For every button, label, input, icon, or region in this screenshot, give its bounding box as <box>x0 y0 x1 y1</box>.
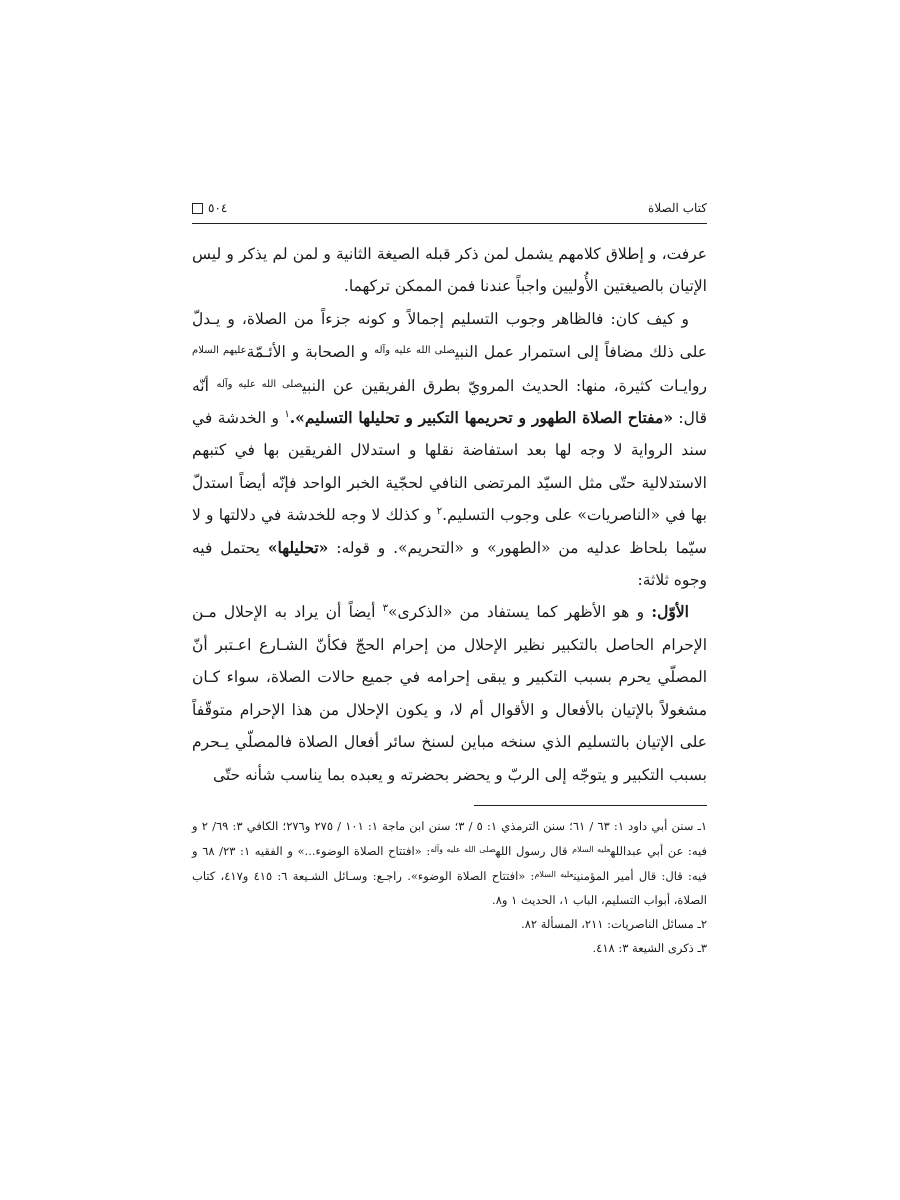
paragraph-3 <box>192 596 707 790</box>
text-run: : «افتتاح الصلاة الوضوء». راجـع: وسـائل الشـيعة ٦: ٤١٥ و٤١٧، كتاب الصلاة، أبواب التسليم، الباب ١، الحديث ١ و٨. <box>192 868 707 907</box>
footnote-1 <box>192 814 707 912</box>
text-run: : «افتتاح الصلاة الوضوء...» و الفقيه ١: ٢٣/ ٦٨ و فيه: قال: قال أمير المؤمنين <box>192 843 707 883</box>
footnote-ref: ٣ <box>382 603 389 615</box>
book-page <box>192 193 707 960</box>
text-run: أنّه قال: <box>192 376 708 428</box>
main-text <box>192 238 707 791</box>
text-run: و كذلك لا وجه للخدشة في دلالتها و لا سيّما بلحاظ عدليه من «الطهور» و «التحريم». و قوله: <box>192 506 708 557</box>
text-run: روايـات كثيرة، منها: الحديث المرويّ بطرق الفريقين عن النبي <box>302 376 707 395</box>
page-number-text: ٥٠٤ <box>208 201 228 215</box>
bold-term: «تحليلها» <box>267 537 329 557</box>
paragraph-2 <box>192 303 707 597</box>
section-label: الأوّل: <box>651 602 689 622</box>
footnote-3: ٣ـ ذكرى الشيعة ٣: ٤١٨. <box>592 940 707 955</box>
paragraph-1: عرفت، و إطلاق كلامهم يشمل لمن ذكر قبله الصيغة الثانية و لمن لم يذكر و ليس الإتيان بالصيغتين الأُوليين واجباً عندنا فمن الممكن تركهما. <box>192 245 707 296</box>
text-run: و الخدشة في سند الرواية لا وجه لها بعد استفاضة نقلها و استدلال الفريقين بها في كتبهم الاستدلالية حتّى مثل السيّد المرتضى النافي لحجّية الخبر الواحد فإنّه أيضاً استدلّ بها في «الناصريات» على وجوب التسليم. <box>192 409 707 525</box>
honorific-symbol-icon: عليهم السلام <box>192 345 247 357</box>
text-run: ١ـ سنن أبي داود ١: ٦٣ / ٦١؛ سنن الترمذي ١: ٥ / ٣؛ سنن ابن ماجة ١: ١٠١ / ٢٧٥ و٢٧٦؛ الكافي ٣: ٦٩/ ٢ و فيه: عن أبي عبدالله <box>192 818 708 858</box>
footnote-2: ٢ـ مسائل الناصريات: ٢١١، المسألة ٨٢. <box>521 916 707 931</box>
honorific-symbol-icon: عليه السلام <box>534 869 574 879</box>
text-run: يحتمل فيه وجوه ثلاثة: <box>192 538 707 590</box>
footnotes <box>192 814 707 960</box>
footnote-ref: ١ <box>284 408 290 420</box>
footnote-divider <box>474 805 707 806</box>
running-title: كتاب الصلاة <box>648 201 707 215</box>
text-run: و كيف كان: فالظاهر وجوب التسليم إجمالاً و كونه جزءاً من الصلاة، و يـدلّ على ذلك مضافاً إلى استمرار عمل النبي <box>192 309 707 362</box>
page-header <box>192 193 707 224</box>
text-run: قال رسول الله <box>495 843 573 858</box>
hadith-quote: «مفتاح الصلاة الطهور و تحريمها التكبير و تحليلها التسليم». <box>289 408 674 428</box>
square-bullet-icon <box>192 203 203 214</box>
honorific-symbol-icon: عليه السلام <box>572 844 611 854</box>
text-run: أيضاً أن يراد به الإحلال مـن الإحرام الحاصل بالتكبير نظير الإحلال من إحرام الحجّ فكأنّ الشـارع اعـتبر أنّ المصلّي يحرم بسبب التكبير و يبقى إحرامه في جميع حالات الصلاة، سواء كـان مشغولاً بالإتيان بالأفعال و الأقوال أم لا، و يكون الإحلال من هذا الإحرام متوقّفاً على الإتيان بالتسليم الذي سنخه مباين لسنخ سائر أفعال الصلاة فالمصلّي يـحرم بسبب التكبير و يتوجّه إلى الربّ و يحضر بحضرته و يعبده بما يناسب شأنه حتّى <box>192 603 707 784</box>
page-number <box>192 201 227 215</box>
text-run: و الصحابة و الأئـمّة <box>246 343 375 362</box>
text-run: و هو الأظهر كما يستفاد من «الذكرى» <box>388 603 652 622</box>
honorific-symbol-icon: صلى الله عليه وآله <box>374 345 455 357</box>
honorific-symbol-icon: صلى الله عليه وآله <box>430 844 496 854</box>
honorific-symbol-icon: صلى الله عليه وآله <box>216 378 303 390</box>
footnote-ref: ٢ <box>436 506 443 518</box>
